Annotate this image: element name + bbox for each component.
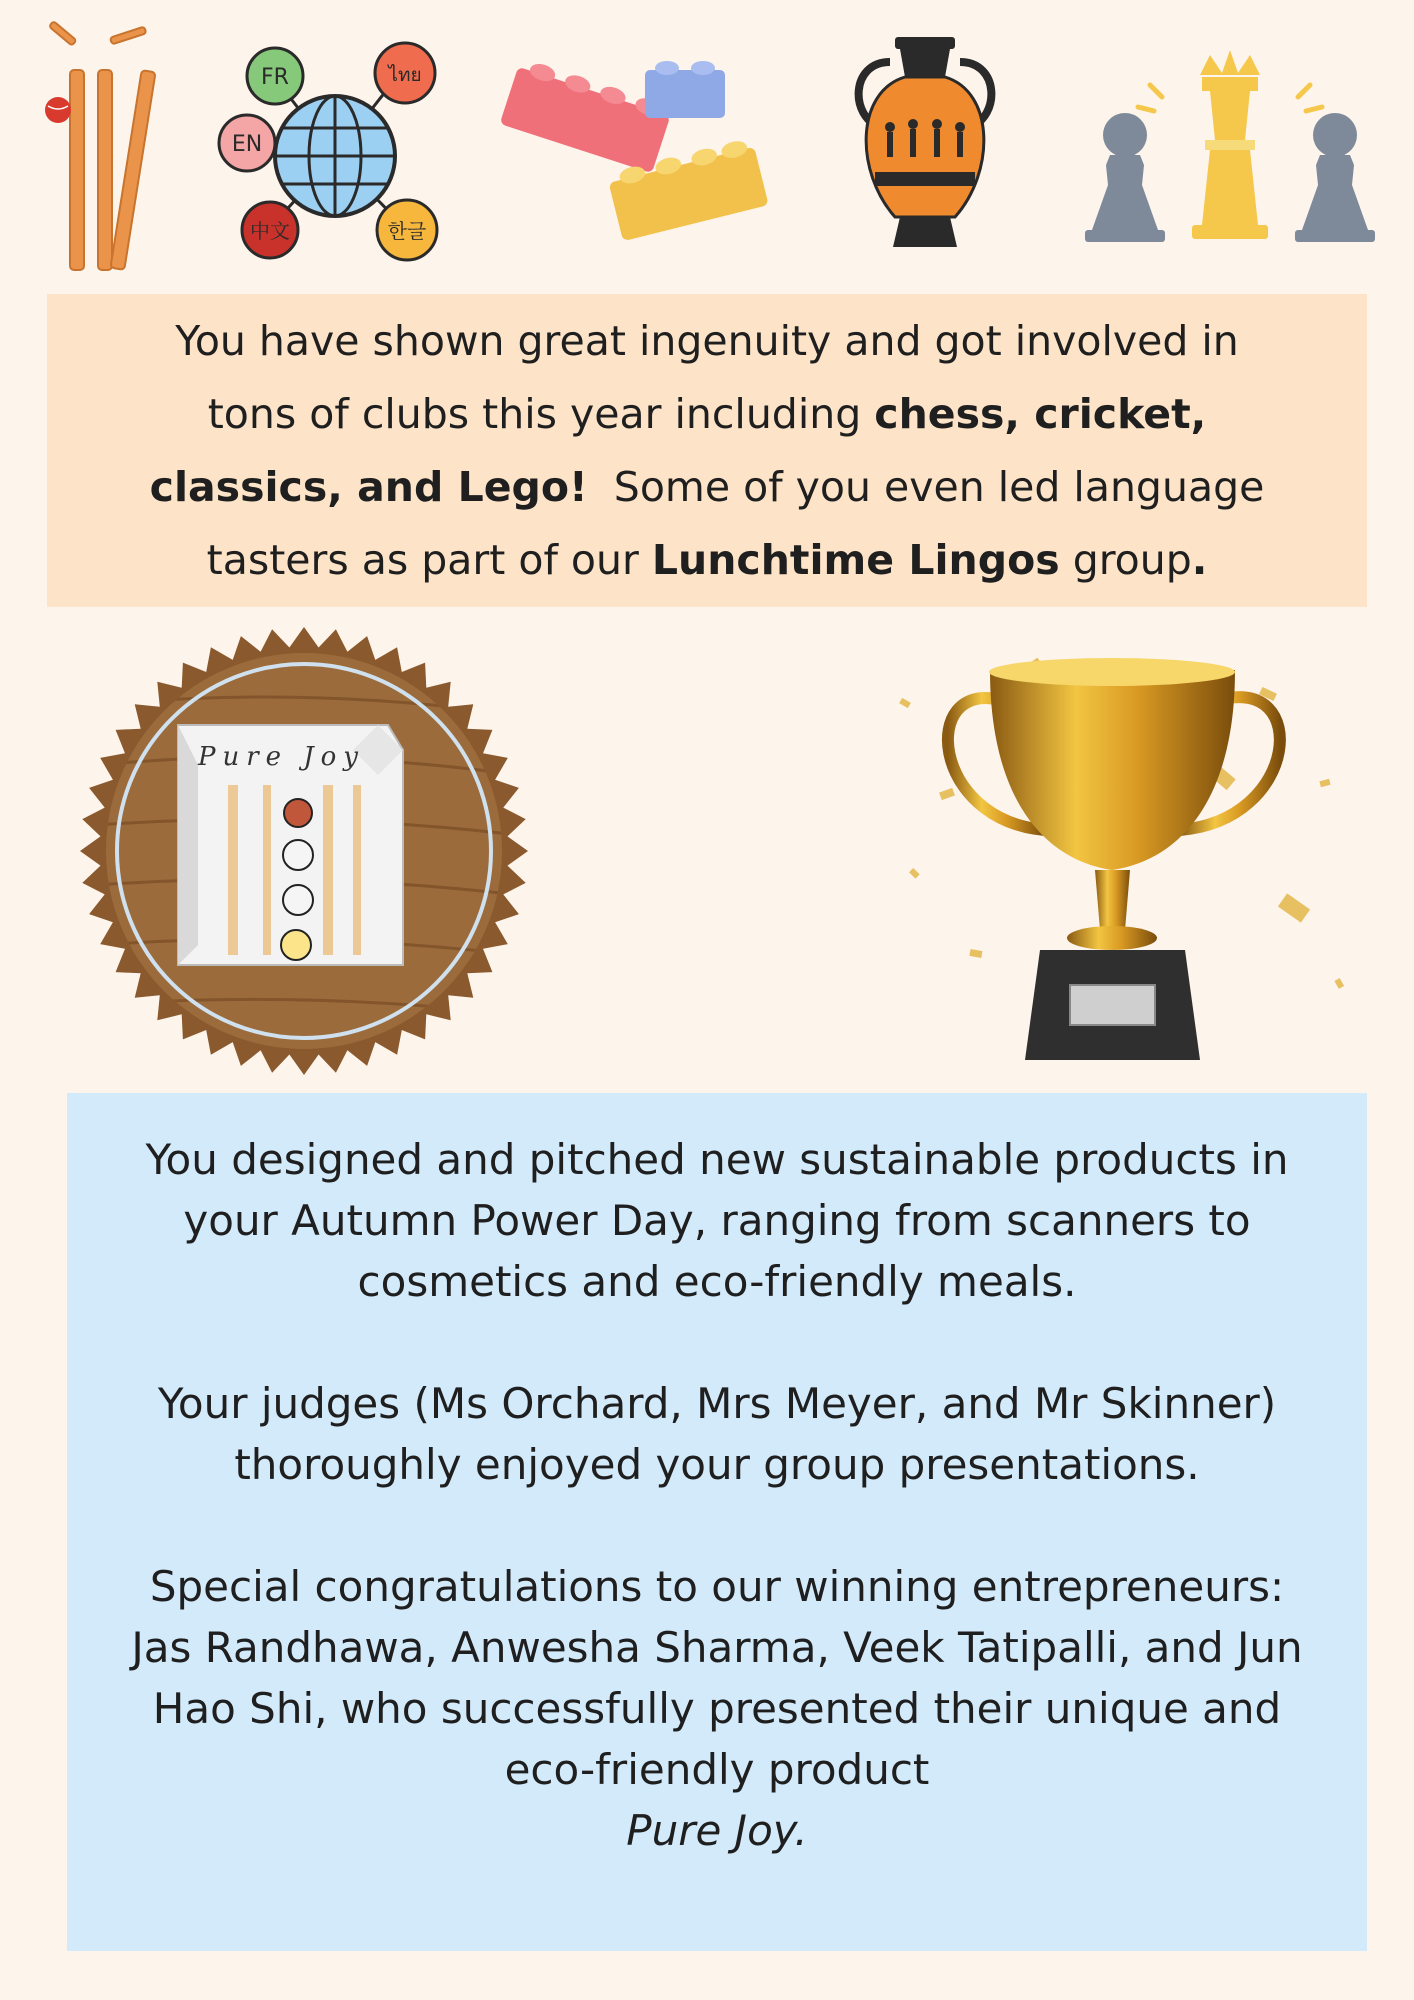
clubs-line-4c: group [1059,535,1192,584]
clubs-list-bold-2: classics, and Lego! [149,462,588,511]
chess-pieces-icon [1080,45,1380,255]
bubble-chinese: 中文 [250,219,290,243]
greek-amphora-icon [845,32,1005,257]
winners-text: Special congratulations to our winning entrepreneurs: Jas Randhawa, Anwesha Sharma, Veek Tatipalli, and Jun Hao Shi, who successfully presented their unique and eco-friendly product [131,1562,1303,1794]
club-icons-row [0,0,1414,290]
clubs-list-bold-1: chess, cricket, [874,389,1207,438]
power-day-box [67,1093,1367,1951]
product-name: Pure Joy. [626,1806,808,1855]
bubble-korean: 한글 [387,219,427,243]
clubs-summary-text [150,305,1265,597]
bubble-thai: ไทย [388,64,422,86]
clubs-line-4-period: . [1191,535,1208,584]
clubs-line-4a: tasters as part of our [206,535,652,584]
languages-globe-icon [215,38,455,273]
clubs-line-1: You have shown great ingenuity and got involved in [175,316,1239,365]
gold-trophy-icon [880,620,1360,1080]
product-label-text: Pure Joy [198,742,358,772]
pure-joy-product-photo [78,625,530,1077]
power-day-intro: You designed and pitched new sustainable products in your Autumn Power Day, ranging from scanners to cosmetics and eco-friendly meals. [145,1135,1289,1306]
winners-paragraph [127,1556,1307,1861]
judges-paragraph: Your judges (Ms Orchard, Mrs Meyer, and Mr Skinner) thoroughly enjoyed your group presentations. [157,1379,1277,1489]
clubs-line-2a: tons of clubs this year including [207,389,875,438]
lunchtime-lingos-name: Lunchtime Lingos [651,535,1060,584]
bubble-fr: FR [261,65,289,90]
cricket-stumps-icon [40,20,180,280]
clubs-line-3b: Some of you even led language [587,462,1265,511]
lego-bricks-icon [495,50,775,250]
bubble-en: EN [231,132,263,157]
clubs-summary-box [47,294,1367,607]
